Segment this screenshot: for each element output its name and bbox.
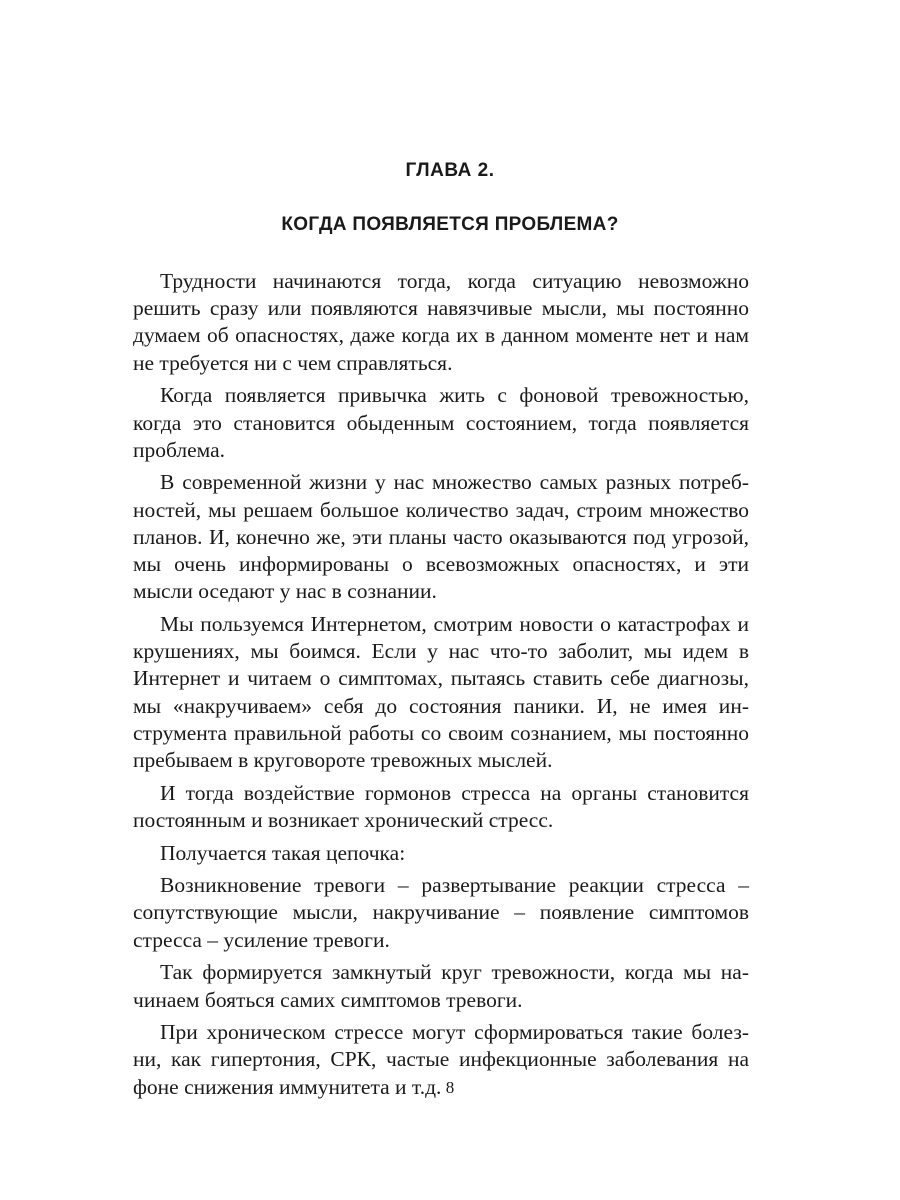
paragraph: При хроническом стрессе могут сформироваться такие болезни, как гипертония, СРК, частые инфекционные заболевания на фоне снижения иммунитета и т.д. xyxy=(133,1020,749,1099)
paragraph: Трудности начинаются тогда, когда ситуацию невозможно решить сразу или появляются навязчивые мысли, мы постоянно думаем об опасностях, даже когда их в данном моменте нет и нам не требуется ни с чем справляться. xyxy=(133,269,749,375)
paragraph: Так формируется замкнутый круг тревожности, когда мы начинаем бояться самих симптомов тревоги. xyxy=(133,960,749,1012)
page-number: 8 xyxy=(445,1078,455,1097)
paragraph: В современной жизни у нас множество самых разных потребностей, мы решаем большое количество задач, строим множество планов. И, конечно же, эти планы часто оказываются под угрозой, мы очень информированы о всевозможных опасностях, и эти мысли оседают у нас в сознании. xyxy=(133,470,749,604)
paragraph: Когда появляется привычка жить с фоновой тревожностью, когда это становится обыденным состоянием, тогда появляется проблема. xyxy=(133,383,749,462)
paragraph: И тогда воздействие гормонов стресса на органы становится постоянным и возникает хронический стресс. xyxy=(133,780,749,832)
paragraph: Мы пользуемся Интернетом, смотрим новости о катастрофах и крушениях, мы боимся. Если у нас что-то заболит, мы идем в Интернет и читаем о симптомах, пытаясь ставить себе диагнозы, мы «накручиваем» себя до состояния паники. И, не имея инструмента правильной работы со своим сознанием, мы постоянно пребываем в круговороте тревожных мыслей. xyxy=(133,611,749,772)
paragraph: Возникновение тревоги – развертывание реакции стресса – сопутствующие мысли, накручивание – появление симптомов стресса – усиление тревоги. xyxy=(133,873,749,952)
chapter-title: КОГДА ПОЯВЛЯЕТСЯ ПРОБЛЕМА? xyxy=(281,214,619,235)
paragraph: Получается такая цепочка: xyxy=(160,840,406,865)
body-text xyxy=(133,268,749,1106)
chapter-label: ГЛАВА 2. xyxy=(405,160,495,181)
